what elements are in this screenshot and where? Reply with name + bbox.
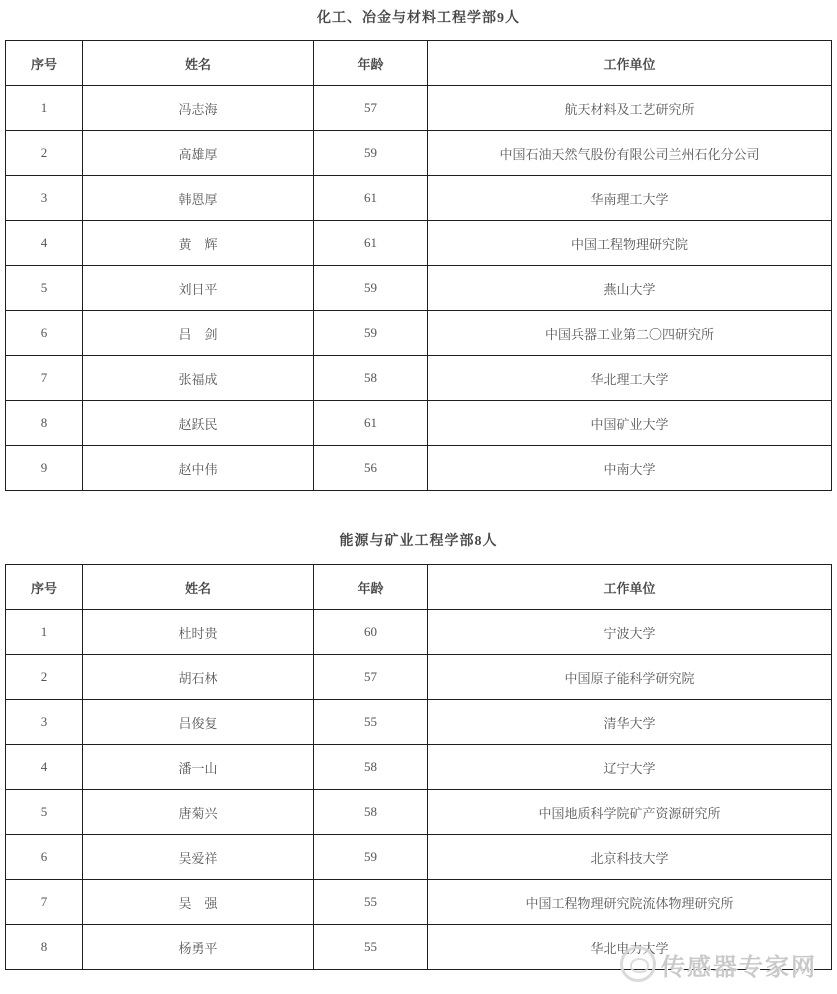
cell-name: 唐菊兴 [83, 790, 314, 835]
cell-workunit: 华南理工大学 [428, 176, 832, 221]
cell-age: 55 [314, 700, 428, 745]
cell-name: 吴爱祥 [83, 835, 314, 880]
cell-workunit: 中国地质科学院矿产资源研究所 [428, 790, 832, 835]
cell-age: 61 [314, 221, 428, 266]
cell-index: 5 [6, 266, 83, 311]
cell-name: 吴 强 [83, 880, 314, 925]
header-row [6, 41, 832, 86]
cell-name: 张福成 [83, 356, 314, 401]
cell-index: 9 [6, 446, 83, 491]
roster-table [5, 564, 832, 970]
cell-workunit: 华北电力大学 [428, 925, 832, 970]
cell-age: 58 [314, 745, 428, 790]
column-header: 姓名 [83, 41, 314, 86]
cell-workunit: 宁波大学 [428, 610, 832, 655]
cell-index: 8 [6, 401, 83, 446]
cell-name: 吕俊复 [83, 700, 314, 745]
cell-age: 58 [314, 356, 428, 401]
cell-workunit: 中国兵器工业第二〇四研究所 [428, 311, 832, 356]
column-header: 姓名 [83, 565, 314, 610]
column-header: 序号 [6, 565, 83, 610]
table-row [6, 745, 832, 790]
table-row [6, 356, 832, 401]
watermark-text: 传感器专家网 [661, 953, 817, 981]
table-row [6, 221, 832, 266]
roster-table [5, 40, 832, 491]
cell-age: 59 [314, 131, 428, 176]
cell-index: 1 [6, 86, 83, 131]
cell-workunit: 中国工程物理研究院流体物理研究所 [428, 880, 832, 925]
cell-index: 4 [6, 221, 83, 266]
cell-index: 6 [6, 311, 83, 356]
table-row [6, 610, 832, 655]
table-body [6, 86, 832, 491]
roster-section [5, 491, 832, 970]
cell-workunit: 中国石油天然气股份有限公司兰州石化分公司 [428, 131, 832, 176]
cell-name: 潘一山 [83, 745, 314, 790]
cell-age: 61 [314, 176, 428, 221]
cell-workunit: 燕山大学 [428, 266, 832, 311]
table-row [6, 835, 832, 880]
table-row [6, 311, 832, 356]
cell-name: 高雄厚 [83, 131, 314, 176]
cell-workunit: 中国工程物理研究院 [428, 221, 832, 266]
cell-name: 杨勇平 [83, 925, 314, 970]
header-row [6, 565, 832, 610]
table-row [6, 86, 832, 131]
cell-age: 56 [314, 446, 428, 491]
table-row [6, 401, 832, 446]
cell-age: 55 [314, 925, 428, 970]
cell-name: 黄 辉 [83, 221, 314, 266]
cell-name: 吕 剑 [83, 311, 314, 356]
cell-age: 61 [314, 401, 428, 446]
cell-index: 2 [6, 131, 83, 176]
cell-index: 6 [6, 835, 83, 880]
table-row [6, 655, 832, 700]
cell-workunit: 辽宁大学 [428, 745, 832, 790]
cell-index: 5 [6, 790, 83, 835]
column-header: 工作单位 [428, 41, 832, 86]
cell-age: 55 [314, 880, 428, 925]
table-row [6, 880, 832, 925]
cell-index: 7 [6, 356, 83, 401]
cell-index: 8 [6, 925, 83, 970]
cell-index: 1 [6, 610, 83, 655]
cell-name: 赵跃民 [83, 401, 314, 446]
table-row [6, 700, 832, 745]
table-row [6, 176, 832, 221]
table-row [6, 266, 832, 311]
column-header: 序号 [6, 41, 83, 86]
cell-workunit: 航天材料及工艺研究所 [428, 86, 832, 131]
table-row [6, 925, 832, 970]
cell-workunit: 清华大学 [428, 700, 832, 745]
cell-name: 胡石林 [83, 655, 314, 700]
cell-index: 2 [6, 655, 83, 700]
table-body [6, 610, 832, 970]
cell-name: 韩恩厚 [83, 176, 314, 221]
cell-index: 7 [6, 880, 83, 925]
cell-index: 4 [6, 745, 83, 790]
cell-age: 59 [314, 835, 428, 880]
cell-age: 58 [314, 790, 428, 835]
cell-workunit: 华北理工大学 [428, 356, 832, 401]
column-header: 工作单位 [428, 565, 832, 610]
cell-workunit: 中南大学 [428, 446, 832, 491]
cell-name: 杜时贵 [83, 610, 314, 655]
cell-age: 59 [314, 311, 428, 356]
cell-name: 刘日平 [83, 266, 314, 311]
cell-age: 59 [314, 266, 428, 311]
roster-section [5, 0, 832, 491]
cell-name: 冯志海 [83, 86, 314, 131]
table-row [6, 131, 832, 176]
cell-age: 57 [314, 655, 428, 700]
table-row [6, 446, 832, 491]
cell-workunit: 北京科技大学 [428, 835, 832, 880]
cell-index: 3 [6, 700, 83, 745]
cell-age: 57 [314, 86, 428, 131]
cell-workunit: 中国原子能科学研究院 [428, 655, 832, 700]
section-title: 化工、冶金与材料工程学部9人 [317, 11, 520, 26]
section-title: 能源与矿业工程学部8人 [339, 534, 498, 549]
cell-name: 赵中伟 [83, 446, 314, 491]
table-row [6, 790, 832, 835]
column-header: 年龄 [314, 41, 428, 86]
column-header: 年龄 [314, 565, 428, 610]
cell-index: 3 [6, 176, 83, 221]
cell-age: 60 [314, 610, 428, 655]
cell-workunit: 中国矿业大学 [428, 401, 832, 446]
